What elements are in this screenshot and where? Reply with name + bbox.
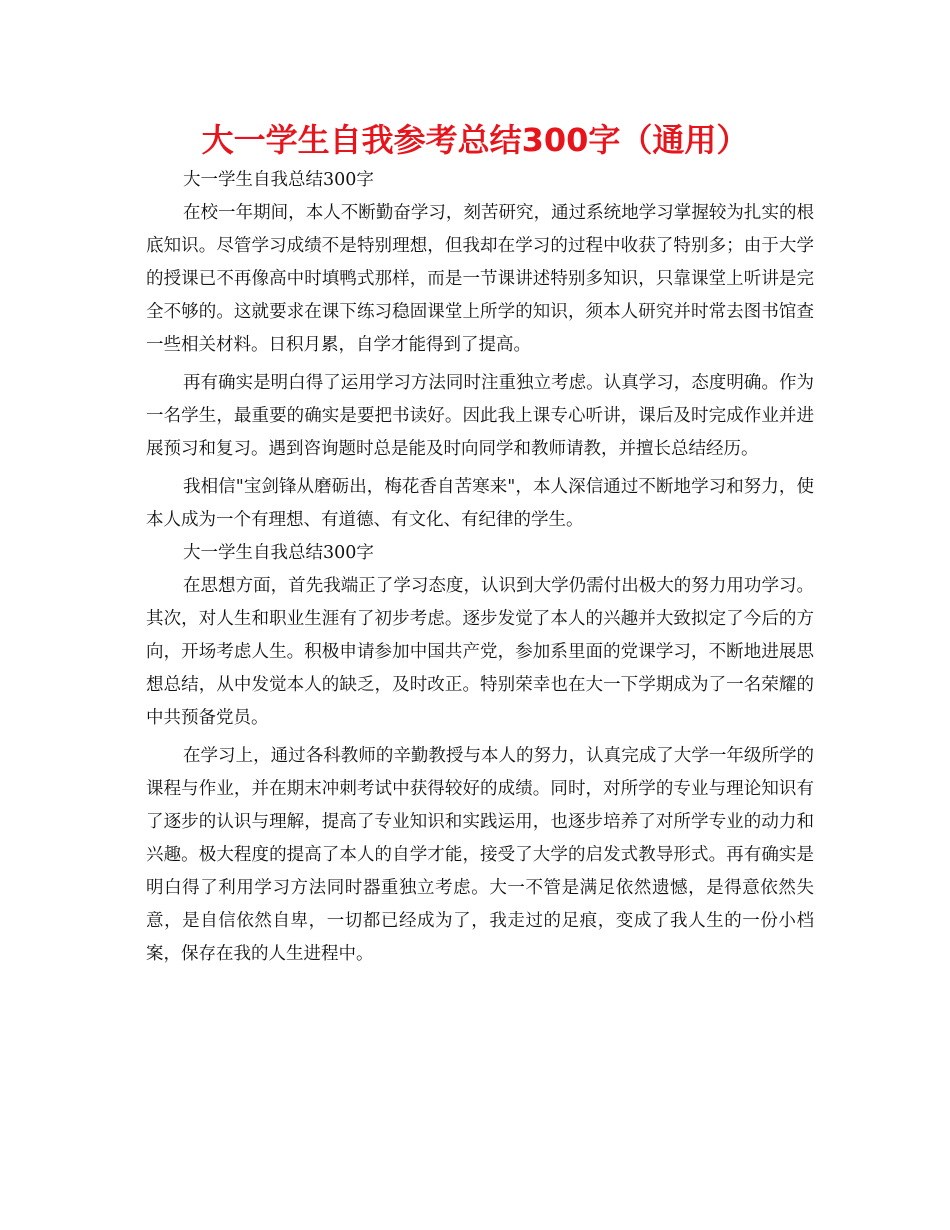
section-heading-1: 大一学生自我总结300字 <box>183 170 374 190</box>
paragraph-4: 在思想方面，首先我端正了学习态度，认识到大学仍需付出极大的努力用功学习。其次，对人生和职业生涯有了初步考虑。逐步发觉了本人的兴趣并大致拟定了今后的方向，开场考虑人生。积极申请参加中国共产党，参加系里面的党课学习，不断地进展思想总结，从中发觉本人的缺乏，及时改正。特别荣幸也在大一下学期成为了一名荣耀的中共预备党员。 <box>146 576 814 728</box>
document-body <box>146 164 814 971</box>
paragraph-1: 在校一年期间，本人不断勤奋学习，刻苦研究，通过系统地学习掌握较为扎实的根底知识。尽管学习成绩不是特别理想，但我却在学习的过程中收获了特别多；由于大学的授课已不再像高中时填鸭式那样，而是一节课讲述特别多知识，只靠课堂上听讲是完全不够的。这就要求在课下练习稳固课堂上所学的知识，须本人研究并时常去图书馆查一些相关材料。日积月累，自学才能得到了提高。 <box>146 203 814 355</box>
paragraph-3: 我相信"宝剑锋从磨砺出，梅花香自苦寒来"，本人深信通过不断地学习和努力，使本人成为一个有理想、有道德、有文化、有纪律的学生。 <box>146 477 814 530</box>
document-title: 大一学生自我参考总结300字（通用） <box>201 121 749 159</box>
section-heading-2: 大一学生自我总结300字 <box>183 543 374 563</box>
paragraph-2: 再有确实是明白得了运用学习方法同时注重独立考虑。认真学习，态度明确。作为一名学生，最重要的确实是要把书读好。因此我上课专心听讲，课后及时完成作业并进展预习和复习。遇到咨询题时总是能及时向同学和教师请教，并擅长总结经历。 <box>146 373 814 459</box>
paragraph-5: 在学习上，通过各科教师的辛勤教授与本人的努力，认真完成了大学一年级所学的课程与作业，并在期末冲刺考试中获得较好的成绩。同时，对所学的专业与理论知识有了逐步的认识与理解，提高了专业知识和实践运用，也逐步培养了对所学专业的动力和兴趣。极大程度的提高了本人的自学才能，接受了大学的启发式教导形式。再有确实是明白得了利用学习方法同时器重独立考虑。大一不管是满足依然遗憾，是得意依然失意，是自信依然自卑，一切都已经成为了，我走过的足痕，变成了我人生的一份小档案，保存在我的人生进程中。 <box>146 746 814 964</box>
